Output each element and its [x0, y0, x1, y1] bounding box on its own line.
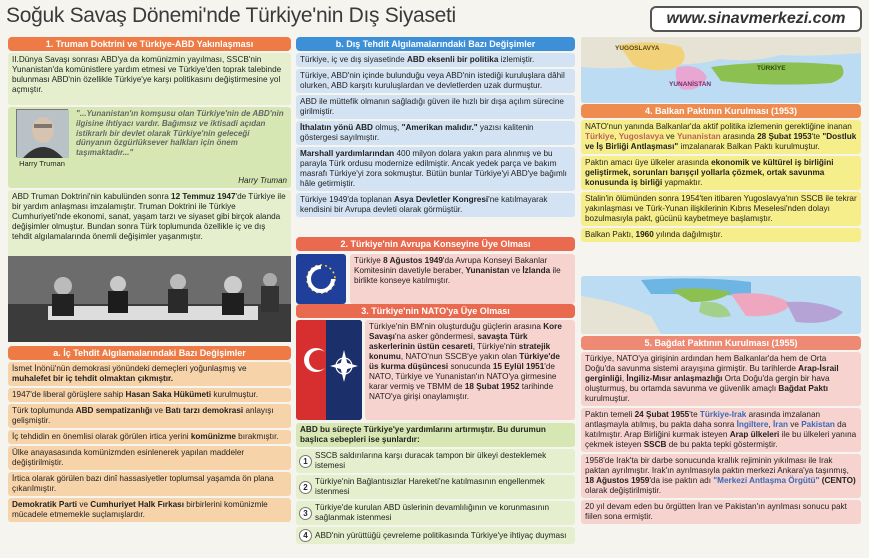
- section-header: 1. Truman Doktrini ve Türkiye-ABD Yakınlaşması: [8, 37, 291, 51]
- section-header: b. Dış Tehdit Algılamalarındaki Bazı Değişimler: [296, 37, 575, 51]
- section-balkan-pact: [581, 104, 861, 242]
- middle-east-map: [581, 276, 861, 334]
- item: 1958'de Irak'ta bir darbe sonucunda krallık rejiminin yıkılması ile Irak paktan ayrılmıştır. Irak'ın ayrılmasıyla paktın merkezi Ankara'ya taşınmış, 18 Ağustos 1959'da ise paktın adı "Merkezi Antlaşma Örgütü" (CENTO) olarak değiştirilmiştir.: [581, 454, 861, 498]
- item: 1947'de liberal görüşlere sahip Hasan Saka Hükümeti kurulmuştur.: [8, 388, 291, 402]
- section-header: 2. Türkiye'nin Avrupa Konseyine Üye Olması: [296, 237, 575, 251]
- section-external-threats: [296, 37, 575, 217]
- portrait-icon: [17, 110, 69, 158]
- reason-item: [296, 475, 575, 499]
- flags-icon: [296, 320, 362, 420]
- council-logo-icon: [301, 259, 341, 299]
- item: İsmet İnönü'nün demokrasi yönündeki demeçleri yoğunlaşmış ve muhalefet bir iç tehdit olmaktan çıkmıştır.: [8, 362, 291, 386]
- reason-text: Türkiye'nin Bağlantısızlar Hareketi'ne katılmasının engellenmek istenmesi: [315, 477, 545, 496]
- middle-east-map-icon: [581, 276, 861, 334]
- section-baghdad-pact: [581, 336, 861, 524]
- item: Paktın amacı üye ülkeler arasında ekonomik ve kültürel iş birliğini geliştirmek, sorunları barışçıl yollarla çözmek, ortak savunma konusunda iş birliği yapmaktır.: [581, 156, 861, 190]
- reason-item: [296, 501, 575, 525]
- signing-scene-icon: [8, 256, 291, 342]
- section-header: 4. Balkan Paktının Kurulması (1953): [581, 104, 861, 118]
- photo-caption: Harry Truman: [19, 159, 65, 168]
- item: 20 yıl devam eden bu örgütten İran ve Pakistan'ın ayrılması sonucu pakt fiilen sona ermiştir.: [581, 500, 861, 524]
- item: Türkiye 1949'da toplanan Asya Devletler Kongresi'ne katılmayarak kendisini bir Avrupa devleti olarak görmüştür.: [296, 193, 575, 217]
- balkan-map: [581, 37, 861, 103]
- historical-photo: [8, 256, 291, 342]
- item: Demokratik Parti ve Cumhuriyet Halk Fırkası birbirlerini komünizmle mücadele etmemekle suçlamışlardır.: [8, 498, 291, 522]
- item: Marshall yardımlarından 400 milyon dolara yakın para alınmış ve bu parayla Türk ordusu modernize edilmiştir. Ancak yedek parça ve bakım masrafı Türkiye'yi zora sokmuştur. Bütün bunlar Türkiye'yi ABD'ye bağımlı hâle getirmiştir.: [296, 147, 575, 191]
- section-council-of-europe: [296, 237, 575, 304]
- reason-number: 4: [299, 529, 312, 542]
- truman-photo: [16, 109, 68, 157]
- reason-number: 2: [299, 481, 312, 494]
- item: Türkiye, NATO'ya girişinin ardından hem Balkanlar'da hem de Orta Doğu'da savunma sistemi arayışına girmiştir. Bu tarihlerde Arap-İsrail gerginliği, İngiliz-Mısır anlaşmazlığı Orta Doğu'da gergin bir hava oluşturmuş, bu ortamda savunma ve güvenlik amaçlı Bağdat Paktı kurulmuştur.: [581, 352, 861, 406]
- section-truman: [8, 37, 291, 264]
- section-header: 5. Bağdat Paktının Kurulması (1955): [581, 336, 861, 350]
- item: ABD ile müttefik olmanın sağladığı güven ile hızlı bir dışa açılım sürecine girilmiştir.: [296, 95, 575, 119]
- page-title: Soğuk Savaş Dönemi'nde Türkiye'nin Dış Siyaseti: [6, 4, 456, 27]
- section-header: a. İç Tehdit Algılamalarındaki Bazı Değişimler: [8, 346, 291, 360]
- nato-text: Türkiye'nin BM'nin oluşturduğu güçlerin arasına Kore Savaşı'na asker göndermesi, savaşta Türk askerlerinin üstün cesareti, Türkiye'nin stratejik konumu, NATO'nun SSCB'ye yakın olan Türkiye'de üs kurma düşüncesi sonucunda 15 Eylül 1951'de NATO, Türkiye ve Yunanistan'ın NATO'ya girmesine karar vermiş ve TBMM de 18 Şubat 1952 tarihinde NATO'ya girişi onaylamıştır.: [365, 320, 575, 420]
- council-text: Türkiye 8 Ağustos 1949'da Avrupa Konseyi Bakanlar Komitesinin davetiyle beraber, Yunanistan ve İzlanda ile birlikte konseye katılmıştır.: [350, 254, 575, 304]
- map-label: YUGOSLAVYA: [615, 45, 660, 52]
- quote-box: [8, 107, 291, 188]
- intro-text: II.Dünya Savaşı sonrası ABD'ya da komünizmin yayılması, SSCB'nin Yunanistan'da komünistlere yardım etmesi ve Türkiye'den toprak talebinde bulunması ABD'nin özellikle Türkiye'ye karşı politikasını değiştirmesine yol açmıştır.: [8, 53, 291, 105]
- reason-text: Türkiye'de kurulan ABD üslerinin devamlılığının ve korunmasının sağlanmak istenmesi: [315, 503, 550, 522]
- section-nato: [296, 304, 575, 544]
- map-label: TÜRKİYE: [757, 65, 786, 72]
- quote-author: Harry Truman: [238, 176, 287, 186]
- eu-council-logo: [296, 254, 346, 304]
- section-header: 3. Türkiye'nin NATO'ya Üye Olması: [296, 304, 575, 318]
- reason-text: ABD'nin yürüttüğü çevreleme politikasında Türkiye'ye ihtiyaç duyması: [315, 530, 567, 540]
- site-logo: www.sinavmerkezi.com: [650, 6, 862, 32]
- item: Balkan Paktı, 1960 yılında dağılmıştır.: [581, 228, 861, 242]
- reason-number: 1: [299, 455, 312, 468]
- item: İrtica olarak görülen bazı dinî hassasiyetler toplumsal yaşamda ön plana çıkarılmıştır.: [8, 472, 291, 496]
- reason-item: [296, 449, 575, 473]
- map-label: YUNANİSTAN: [669, 81, 712, 88]
- item: Türk toplumunda ABD sempatizanlığı ve Batı tarzı demokrasi anlayışı gelişmiştir.: [8, 404, 291, 428]
- reasons-title: ABD bu süreçte Türkiye'ye yardımlarını artırmıştır. Bu durumun başlıca sebepleri ise şunlardır:: [296, 423, 575, 447]
- reasons-list: [296, 449, 575, 544]
- truman-quote: "...Yunanistan'ın komşusu olan Türkiye'nin de ABD'nin ilgisine ihtiyacı vardır. Bağımsız ve iktisadi açıdan istikrarlı bir devlet olarak Türkiye'nin geleceği dünyanın özgürlüksever halkları için önem taşımaktadır...": [76, 109, 284, 157]
- item: İthalatın yönü ABD olmuş, "Amerikan malıdır." yazısı kalitenin göstergesi sayılmıştır.: [296, 121, 575, 145]
- item: Stalin'in ölümünden sonra 1954'ten itibaren Yugoslavya'nın SSCB ile tekrar yakınlaşması ve Türk-Yunan ilişkilerinin Kıbrıs Meselesi'nden dolayı bozulmasıyla pakt, gücünü kaybetmeye başlamıştır.: [581, 192, 861, 226]
- reason-item: [296, 527, 575, 544]
- item: Ülke anayasasında komünizmden esinlenerek yapılan maddeler değiştirilmiştir.: [8, 446, 291, 470]
- flags-image: [296, 320, 362, 420]
- item: NATO'nun yanında Balkanlar'da aktif politika izlemenin gerektiğine inanan Türkiye, Yugoslavya ve Yunanistan arasında 28 Şubat 1953'te "Dostluk ve İş Birliği Antlaşması" imzalanarak Balkan Paktı kurulmuştur.: [581, 120, 861, 154]
- item: Türkiye, iç ve dış siyasetinde ABD eksenli bir politika izlemiştir.: [296, 53, 575, 67]
- item: Paktın temeli 24 Şubat 1955'te Türkiye-Irak arasında imzalanan antlaşmayla atılmış, bu pakta daha sonra İngiltere, İran ve Pakistan da katılmıştır. Arap Birliğini kurmak isteyen Arap ülkeleri ile bu ülkeleri yanına çekmek isteyen SSCB de bu pakta tepki göstermiştir.: [581, 408, 861, 452]
- reason-number: 3: [299, 507, 312, 520]
- reason-text: SSCB saldırılarına karşı duracak tampon bir ülkeyi desteklemek istemesi: [315, 451, 547, 470]
- item: Türkiye, ABD'nin içinde bulunduğu veya ABD'nin istediği kuruluşlara dâhil olurken, ABD karşıtı kuruluşlardan ve devletlerden uzak durmuştur.: [296, 69, 575, 93]
- truman-body: ABD Truman Doktrini'nin kabulünden sonra 12 Temmuz 1947'de Türkiye ile bir yardım anlaşması imzalamıştır. Truman Doktrini ile Türkiye Cumhuriyeti'nde ekonomi, sanat, yaşam tarzı ve siyaset gibi birçok alanda değişimler olmuştur. Bundan sonra Türk toplumunda özellikle iç ve dış tehdit algılamalarında önemli değişimler yaşanmıştır.: [8, 190, 291, 264]
- item: İç tehdidin en önemlisi olarak görülen irtica yerini komünizme bırakmıştır.: [8, 430, 291, 444]
- section-internal-threats: [8, 346, 291, 522]
